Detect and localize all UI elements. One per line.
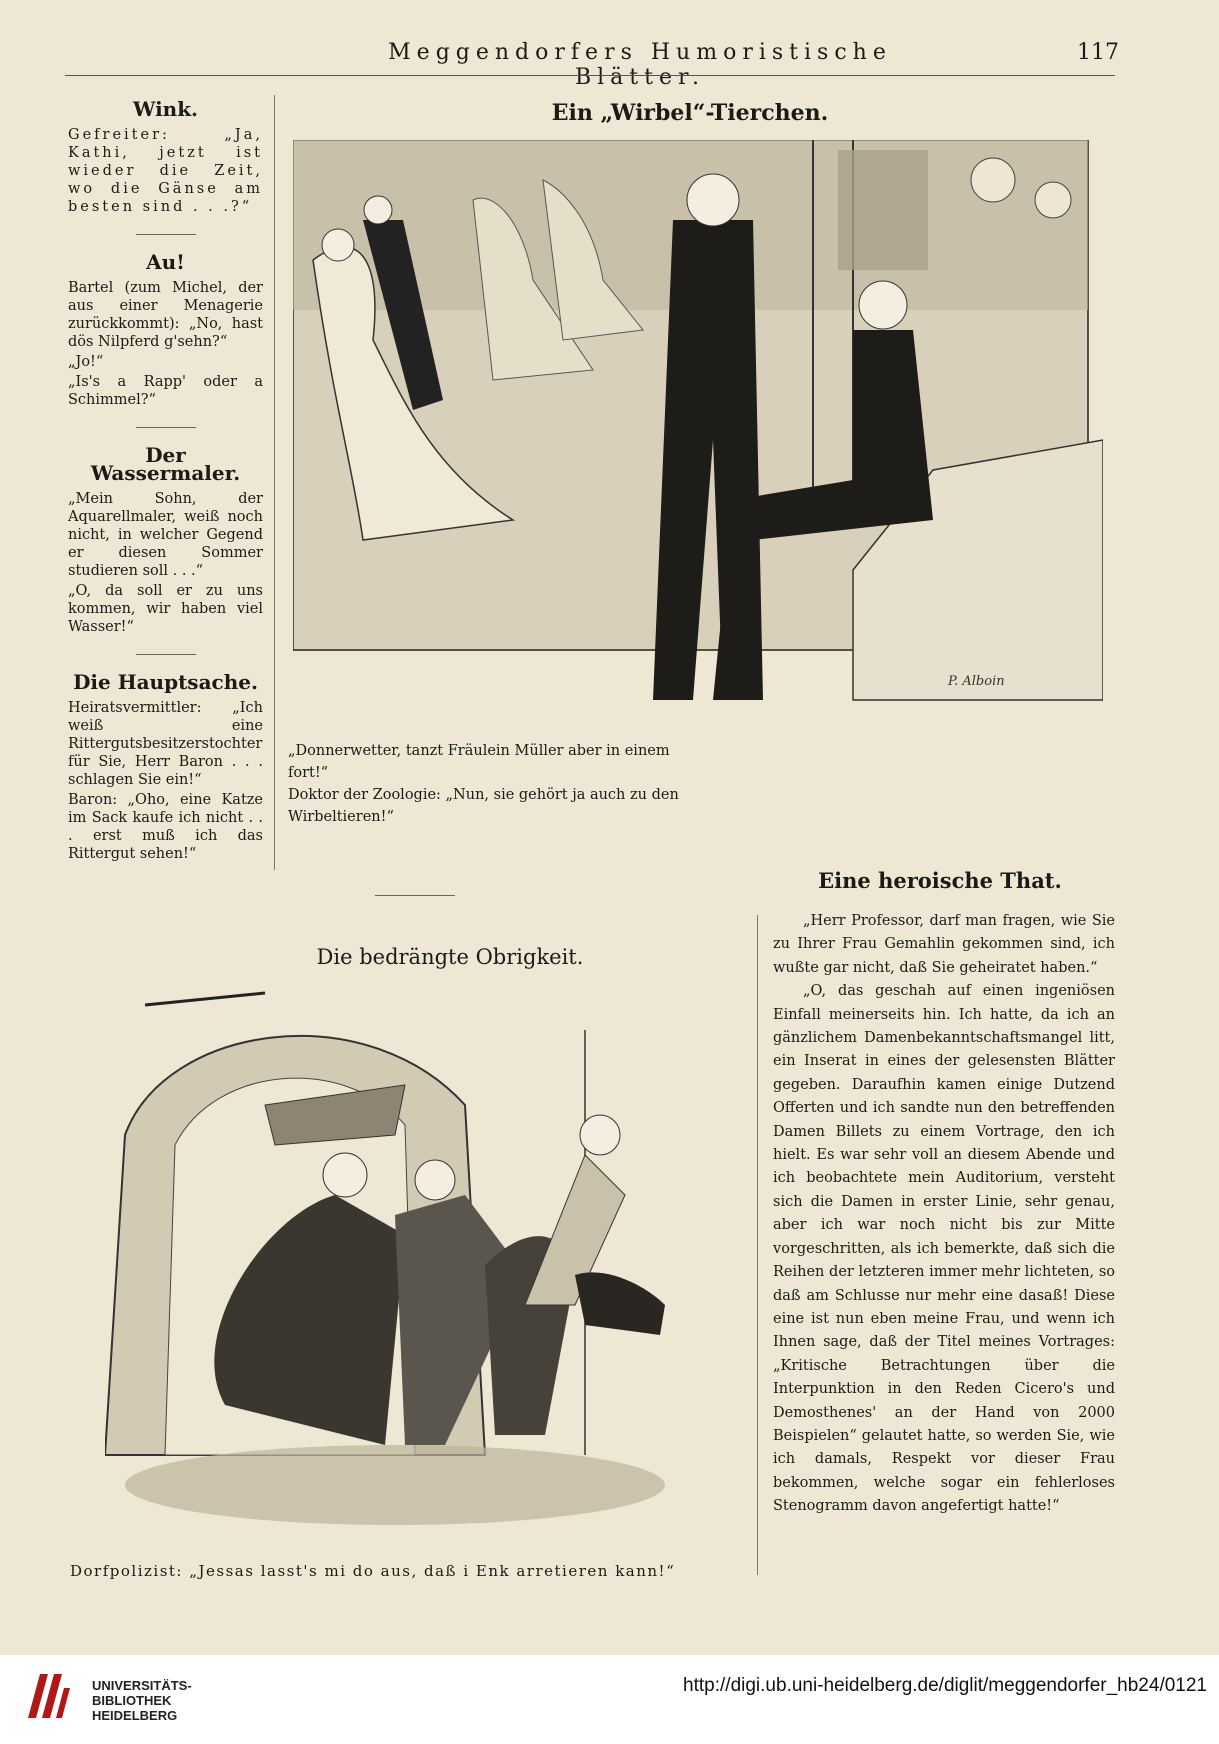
obrigkeit-caption: Dorfpolizist: „Jessas lasst's mi do aus, daß i Enk arretieren kann!“ [70, 1562, 676, 1580]
wirbel-caption-line: „Donnerwetter, tanzt Fräulein Müller aber in einem fort!“ [288, 743, 670, 781]
heroische-paragraph: „Herr Professor, darf man fragen, wie Sie zu Ihrer Frau Gemahlin gekommen sind, ich wußte gar nicht, daß Sie geheiratet haben.“ [773, 913, 1115, 976]
column-divider [274, 95, 275, 870]
doorway [838, 150, 928, 270]
running-title: Meggendorfers Humoristische Blätter. [388, 40, 892, 90]
header-rule [65, 75, 1115, 76]
wassermaler-line: „Mein Sohn, der Aquarellmaler, weiß noch nicht, in welcher Gegend er diesen Sommer studieren soll . . .“ [68, 491, 263, 579]
wirbel-caption [288, 740, 688, 828]
heroische-text [773, 910, 1115, 1519]
lamp-globe [1035, 182, 1071, 218]
au-line: „Is's a Rapp' oder a Schimmel?“ [68, 374, 263, 408]
heroische-title: Eine heroische That. [818, 868, 1062, 893]
obrigkeit-title: Die bedrängte Obrigkeit. [316, 945, 584, 969]
library-name-line: UNIVERSITÄTS- [92, 1678, 192, 1693]
library-name-line: BIBLIOTHEK [92, 1693, 172, 1708]
au-line: Bartel (zum Michel, der aus einer Menagerie zurückkommt): „No, hast dös Nilpferd g'sehn?“ [68, 280, 263, 350]
ballroom-illustration [293, 140, 1103, 820]
wink-title: Wink. [132, 97, 199, 121]
library-logo-icon [20, 1668, 78, 1726]
separator [136, 234, 196, 235]
separator [136, 427, 196, 428]
wink-text: Gefreiter: „Ja, Kathi, jetzt ist wieder die Zeit, wo die Gänse am besten sind . . .?“ [68, 127, 263, 215]
lamp-globe [971, 158, 1015, 202]
page-number: 117 [1077, 40, 1119, 65]
column-divider-lower [757, 915, 758, 1575]
hauptsache-title: Die Hauptsache. [73, 670, 258, 694]
source-url[interactable]: http://digi.ub.uni-heidelberg.de/diglit/meggendorfer_hb24/0121 [683, 1675, 1207, 1696]
separator [136, 654, 196, 655]
au-title: Au! [146, 250, 185, 274]
wirbel-title: Ein „Wirbel“-Tierchen. [551, 100, 829, 126]
hauptsache-line: Baron: „Oho, eine Katze im Sack kaufe ich nicht . . . erst muß ich das Rittergut sehen!“ [68, 792, 263, 862]
hauptsache-line: Heiratsvermittler: „Ich weiß eine Rittergutsbesitzerstochter für Sie, Herr Baron . . . schlagen Sie ein!“ [68, 700, 263, 788]
wassermaler-line: „O, da soll er zu uns kommen, wir haben viel Wasser!“ [68, 583, 263, 635]
artist-signature: P. Alboin [948, 674, 1005, 689]
separator [375, 895, 455, 896]
wirbel-caption-line: Doktor der Zoologie: „Nun, sie gehört ja auch zu den Wirbeltieren!“ [288, 787, 679, 825]
roof-edge [145, 993, 265, 1005]
wassermaler-title: Der Wassermaler. [90, 443, 241, 485]
village-scene-illustration [105, 975, 695, 1555]
cobblestones [125, 1445, 665, 1525]
library-name-line: HEIDELBERG [92, 1708, 178, 1723]
left-column [68, 97, 263, 865]
dachshund [575, 1272, 665, 1335]
library-name [92, 1678, 192, 1723]
au-line: „Jo!“ [68, 354, 104, 370]
heroische-paragraph: „O, das geschah auf einen ingeniösen Einfall meinerseits hin. Ich hatte, da ich an gänzlichem Damenbekanntschaftsmangel litt, ein Inserat in eines der gelesensten Blätter gegeben. Daraufhin kamen einige Dutzend Offerten und ich sandte nun den betreffenden Damen Billets zu einem Vortrage, den ich hielt. Es war sehr voll an diesem Abende und ich beobachtete mein Auditorium, versteht sich die Damen in erster Linie, sehr genau, aber ich war noch nicht bis zur Mitte vorgeschritten, als ich bemerkte, daß sich die Reihen der letzteren immer mehr lichteten, so daß am Schlusse nur mehr eine dasaß! Diese eine ist nun eben meine Frau, und wenn ich Ihnen sage, daß der Titel meines Vortrages: „Kritische Betrachtungen über die Interpunktion in den Reden Cicero's und Demosthenes' an der Hand von 2000 Beispielen“ gelautet hatte, so werden Sie, wie ich damals, Respekt vor dieser Frau bekommen, welche sogar ein fehlerloses Stenogramm davon angefertigt hatte!“ [773, 983, 1115, 1515]
